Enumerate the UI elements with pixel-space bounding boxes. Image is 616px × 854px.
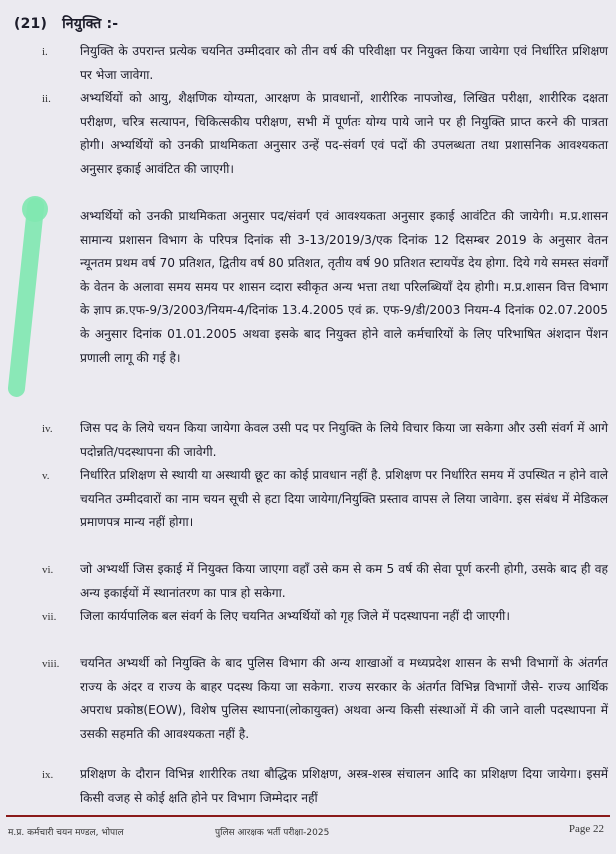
footer-organization: म.प्र. कर्मचारी चयन मण्डल, भोपाल: [8, 828, 124, 838]
item-text: अभ्यर्थियों को आयु, शैक्षणिक योग्यता, आरक्षण के प्रावधानों, शारीरिक नापजोख, लिखित परीक्षा, शारीरिक दक्षता परीक्षण, चरित्र सत्यापन, चिकित्सकीय परीक्षण, सभी में पूर्णतः योग्य पाये जाने पर ही नियुक्ति प्राप्त करने की पात्रता होगी। अभ्यर्थियों को उनकी प्राथमिकता अनुसार उन्हें पद-संवर्ग एवं पदों की उपलब्धता तथा प्रशासनिक आवश्यकता अनुसार इकाई आवंटित की जाएगी।: [80, 91, 608, 176]
item-numeral: i.: [42, 46, 48, 58]
item-text: जिस पद के लिये चयन किया जायेगा केवल उसी पद पर नियुक्ति के लिये विचार किया जा सकेगा और उसी संवर्ग में आगे पदोन्नति/पदस्थापना की जावेगी.: [80, 421, 608, 459]
section-title: नियुक्ति :-: [62, 16, 119, 32]
item-numeral: ii.: [42, 93, 51, 105]
item-numeral: iv.: [42, 423, 53, 435]
item-numeral: ix.: [42, 769, 54, 781]
footer-exam-name: पुलिस आरक्षक भर्ती परीक्षा-2025: [215, 828, 330, 838]
section-number: (21): [14, 16, 48, 32]
item-numeral: vi.: [42, 564, 54, 576]
item-text: जो अभ्यर्थी जिस इकाई में नियुक्त किया जाएगा वहाँ उसे कम से कम 5 वर्ष की सेवा पूर्ण करनी होगी, उसके बाद ही वह अन्य इकाईयों में स्थानांतरण का पात्र हो सकेगा.: [80, 562, 608, 600]
item-text: चयनित अभ्यर्थी को नियुक्ति के बाद पुलिस विभाग की अन्य शाखाओं व मध्यप्रदेश शासन के सभी विभागों के अंतर्गत राज्य के अंदर व राज्य के बाहर पदस्थ किया जा सकेगा. राज्य सरकार के अंतर्गत विभिन्न विभागों जैसे- राज्य आर्थिक अपराध प्रकोष्ठ(EOW), विशेष पुलिस स्थापना(लोकायुक्त) अथवा अन्य किसी संस्थाओं में की जाने वाली पदस्थापना में उसकी सहमति की आवश्यकता नहीं है.: [80, 656, 608, 741]
item-numeral: v.: [42, 470, 50, 482]
section-heading: [14, 14, 118, 33]
item-numeral: viii.: [42, 658, 60, 670]
item-text: अभ्यर्थियों को उनकी प्राथमिकता अनुसार पद/संवर्ग एवं आवश्यकता अनुसार इकाई आवंटित की जायेगी। म.प्र.शासन सामान्य प्रशासन विभाग के परिपत्र दिनांक सी 3-13/2019/3/एक दिनांक 12 दिसम्बर 2019 के अनुसार वेतन न्यूनतम प्रथम वर्ष 70 प्रतिशत, द्वितीय वर्ष 80 प्रतिशत, तृतीय वर्ष 90 प्रतिशत स्टायपेंड देय होगा. दिये गये समस्त संवर्गों के वेतन के अलावा समय समय पर शासन व्दारा स्वीकृत अन्य भत्ता तथा परिलब्धियाँ देय होगी। म.प्र.शासन वित्त विभाग के ज्ञाप क्र.एफ-9/3/2003/नियम-4/दिनांक 13.4.2005 एवं क्र. एफ-9/डी/2003 नियम-4 दिनांक 02.07.2005 के अनुसार दिनांक 01.01.2005 अथवा इसके बाद नियुक्त होने वाले कर्मचारियों के लिए परिभाषित अंशदान पेंशन प्रणाली लागू की गई है।: [80, 209, 608, 365]
item-text: नियुक्ति के उपरान्त प्रत्येक चयनित उम्मीदवार को तीन वर्ष की परिवीक्षा पर नियुक्त किया जायेगा एवं निर्धारित प्रशिक्षण पर भेजा जावेगा.: [80, 44, 608, 82]
item-text: प्रशिक्षण के दौरान विभिन्न शारीरिक तथा बौद्धिक प्रशिक्षण, अस्त्र-शस्त्र संचालन आदि का प्रशिक्षण दिया जायेगा। इसमें किसी वजह से कोई क्षति होने पर विभाग जिम्मेदार नहीं: [80, 767, 608, 805]
page-number: Page 22: [568, 823, 604, 835]
highlighter-mark: [7, 197, 45, 398]
footer-divider: [6, 815, 610, 817]
item-text: निर्धारित प्रशिक्षण से स्थायी या अस्थायी छूट का कोई प्रावधान नहीं है. प्रशिक्षण पर निर्धारित समय में उपस्थित न होने वाले चयनित उम्मीदवारों का नाम चयन सूची से हटा दिया जायेगा/नियुक्ति प्रस्ताव वापस ले लिया जावेगा. इस संबंध में मेडिकल प्रमाणपत्र मान्य नहीं होगा।: [80, 468, 608, 530]
item-numeral: vii.: [42, 611, 57, 623]
page-footer: [0, 823, 616, 843]
item-text: जिला कार्यपालिक बल संवर्ग के लिए चयनित अभ्यर्थियों को गृह जिले में पदस्थापना नहीं दी जाएगी।: [80, 609, 510, 623]
